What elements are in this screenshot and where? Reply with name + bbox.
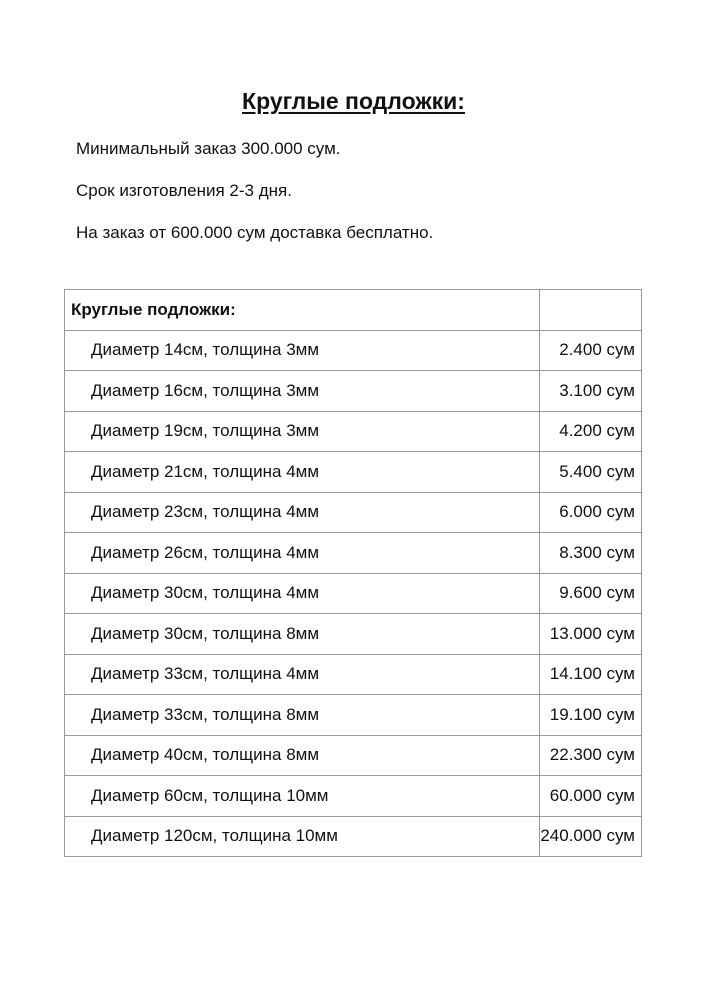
item-name: Диаметр 40см, толщина 8мм bbox=[65, 735, 540, 776]
table-header-row bbox=[65, 290, 642, 331]
item-price: 13.000 сум bbox=[540, 614, 642, 655]
page-title: Круглые подложки: bbox=[242, 88, 465, 114]
item-price: 6.000 сум bbox=[540, 492, 642, 533]
note-free-delivery: На заказ от 600.000 сум доставка бесплатно. bbox=[76, 223, 434, 242]
table-header-value bbox=[540, 290, 642, 331]
item-price: 60.000 сум bbox=[540, 776, 642, 817]
table-row bbox=[65, 330, 642, 371]
note-production-time: Срок изготовления 2-3 дня. bbox=[76, 181, 292, 200]
item-name: Диаметр 23см, толщина 4мм bbox=[65, 492, 540, 533]
item-price: 240.000 сум bbox=[540, 816, 642, 857]
table-row bbox=[65, 614, 642, 655]
price-table-body bbox=[65, 290, 642, 857]
item-price: 14.100 сум bbox=[540, 654, 642, 695]
table-row bbox=[65, 492, 642, 533]
item-name: Диаметр 30см, толщина 4мм bbox=[65, 573, 540, 614]
table-row bbox=[65, 452, 642, 493]
item-price: 2.400 сум bbox=[540, 330, 642, 371]
item-name: Диаметр 33см, толщина 8мм bbox=[65, 695, 540, 736]
table-header-label: Круглые подложки: bbox=[65, 290, 540, 331]
table-row bbox=[65, 816, 642, 857]
table-row bbox=[65, 411, 642, 452]
table-row bbox=[65, 654, 642, 695]
item-price: 9.600 сум bbox=[540, 573, 642, 614]
table-row bbox=[65, 695, 642, 736]
item-name: Диаметр 26см, толщина 4мм bbox=[65, 533, 540, 574]
item-price: 4.200 сум bbox=[540, 411, 642, 452]
price-table bbox=[64, 289, 642, 857]
item-name: Диаметр 30см, толщина 8мм bbox=[65, 614, 540, 655]
item-name: Диаметр 120см, толщина 10мм bbox=[65, 816, 540, 857]
note-minimum-order: Минимальный заказ 300.000 сум. bbox=[76, 139, 341, 158]
item-name: Диаметр 16см, толщина 3мм bbox=[65, 371, 540, 412]
item-name: Диаметр 33см, толщина 4мм bbox=[65, 654, 540, 695]
table-row bbox=[65, 371, 642, 412]
table-row bbox=[65, 776, 642, 817]
item-price: 8.300 сум bbox=[540, 533, 642, 574]
item-name: Диаметр 19см, толщина 3мм bbox=[65, 411, 540, 452]
item-price: 19.100 сум bbox=[540, 695, 642, 736]
table-row bbox=[65, 735, 642, 776]
item-name: Диаметр 14см, толщина 3мм bbox=[65, 330, 540, 371]
table-row bbox=[65, 573, 642, 614]
table-row bbox=[65, 533, 642, 574]
item-name: Диаметр 60см, толщина 10мм bbox=[65, 776, 540, 817]
item-price: 22.300 сум bbox=[540, 735, 642, 776]
item-price: 3.100 сум bbox=[540, 371, 642, 412]
item-name: Диаметр 21см, толщина 4мм bbox=[65, 452, 540, 493]
item-price: 5.400 сум bbox=[540, 452, 642, 493]
